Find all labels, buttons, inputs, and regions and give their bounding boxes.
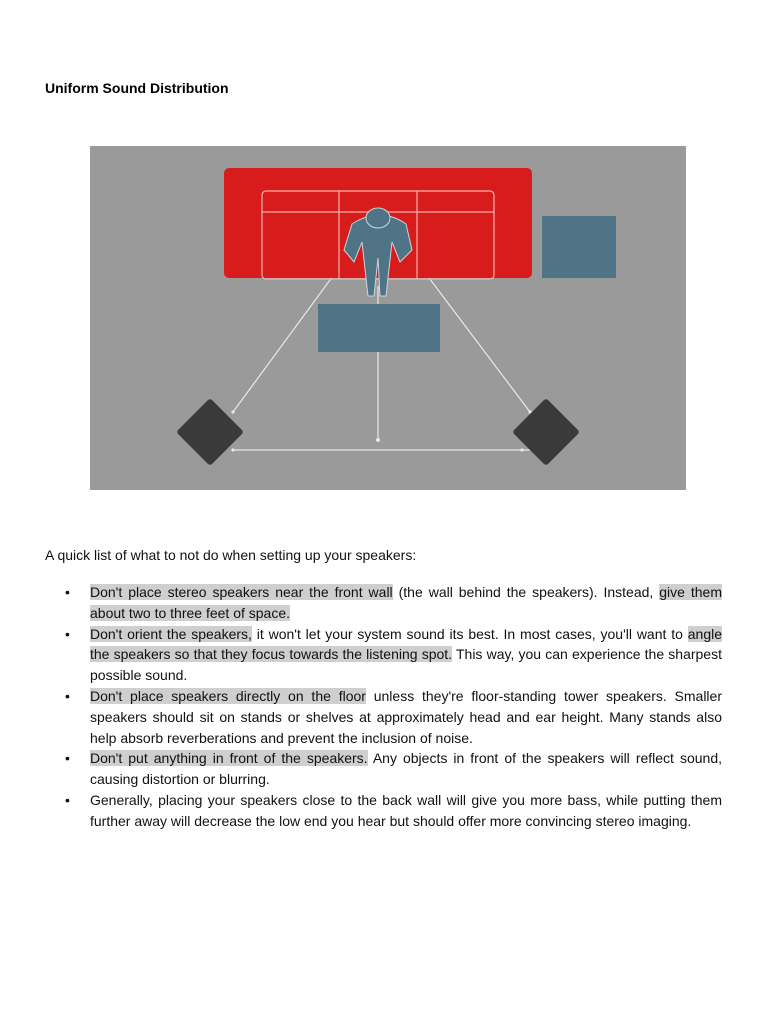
tip-highlighted-text: Don't place stereo speakers near the front wall [90, 584, 393, 600]
page-title: Uniform Sound Distribution [45, 80, 229, 96]
diagram-canvas [90, 146, 686, 490]
tip-highlighted-text: Don't place speakers directly on the floor [90, 687, 366, 704]
tip-highlighted-text: Don't orient the speakers, [90, 625, 252, 642]
tip-text: it won't let your system sound its best. In most cases, you'll want to [251, 625, 688, 642]
tip-text: (the wall behind the speakers). Instead, [392, 584, 660, 600]
bullet-icon: • [65, 625, 70, 642]
left-anchor-point [231, 448, 234, 451]
tips-list [62, 582, 722, 832]
tip-item [62, 624, 722, 686]
bullet-icon: • [65, 687, 70, 704]
tip-text: Any objects in front of the speakers will reflect sound, causing distortion or blurring. [90, 750, 723, 788]
bullet-icon: • [65, 584, 70, 600]
tip-highlighted-text: give them about two to three feet of space. [90, 584, 722, 621]
tip-text: unless they're floor-standing tower speakers. Smaller speakers should sit on stands or shelves at approximately head and ear height. Many stands also help absorb reverberations and prevent the inclusion of noise. [90, 687, 722, 746]
right-anchor-point [520, 448, 523, 451]
tip-item [62, 748, 722, 790]
intro-text: A quick list of what to not do when setting up your speakers: [45, 547, 417, 563]
tip-text: This way, you can experience the sharpest possible sound. [90, 646, 722, 684]
left-aim-point [231, 410, 234, 413]
tip-text: Generally, placing your speakers close to the back wall will give you more bass, while putting them further away will decrease the low end you hear but should offer more convincing stereo imaging. [90, 791, 722, 829]
tip-highlighted-text: angle the speakers so that they focus towards the listening spot. [90, 625, 723, 663]
bullet-icon: • [65, 750, 70, 767]
tip-item [62, 790, 722, 832]
speaker-placement-diagram [90, 146, 686, 490]
tip-item [62, 686, 722, 748]
bullet-icon: • [65, 791, 70, 808]
coffee-table-icon [318, 304, 440, 352]
tip-highlighted-text: Don't put anything in front of the speakers. [90, 750, 368, 767]
tip-item [62, 582, 722, 624]
side-table-icon [542, 216, 616, 278]
center-point [376, 438, 380, 442]
